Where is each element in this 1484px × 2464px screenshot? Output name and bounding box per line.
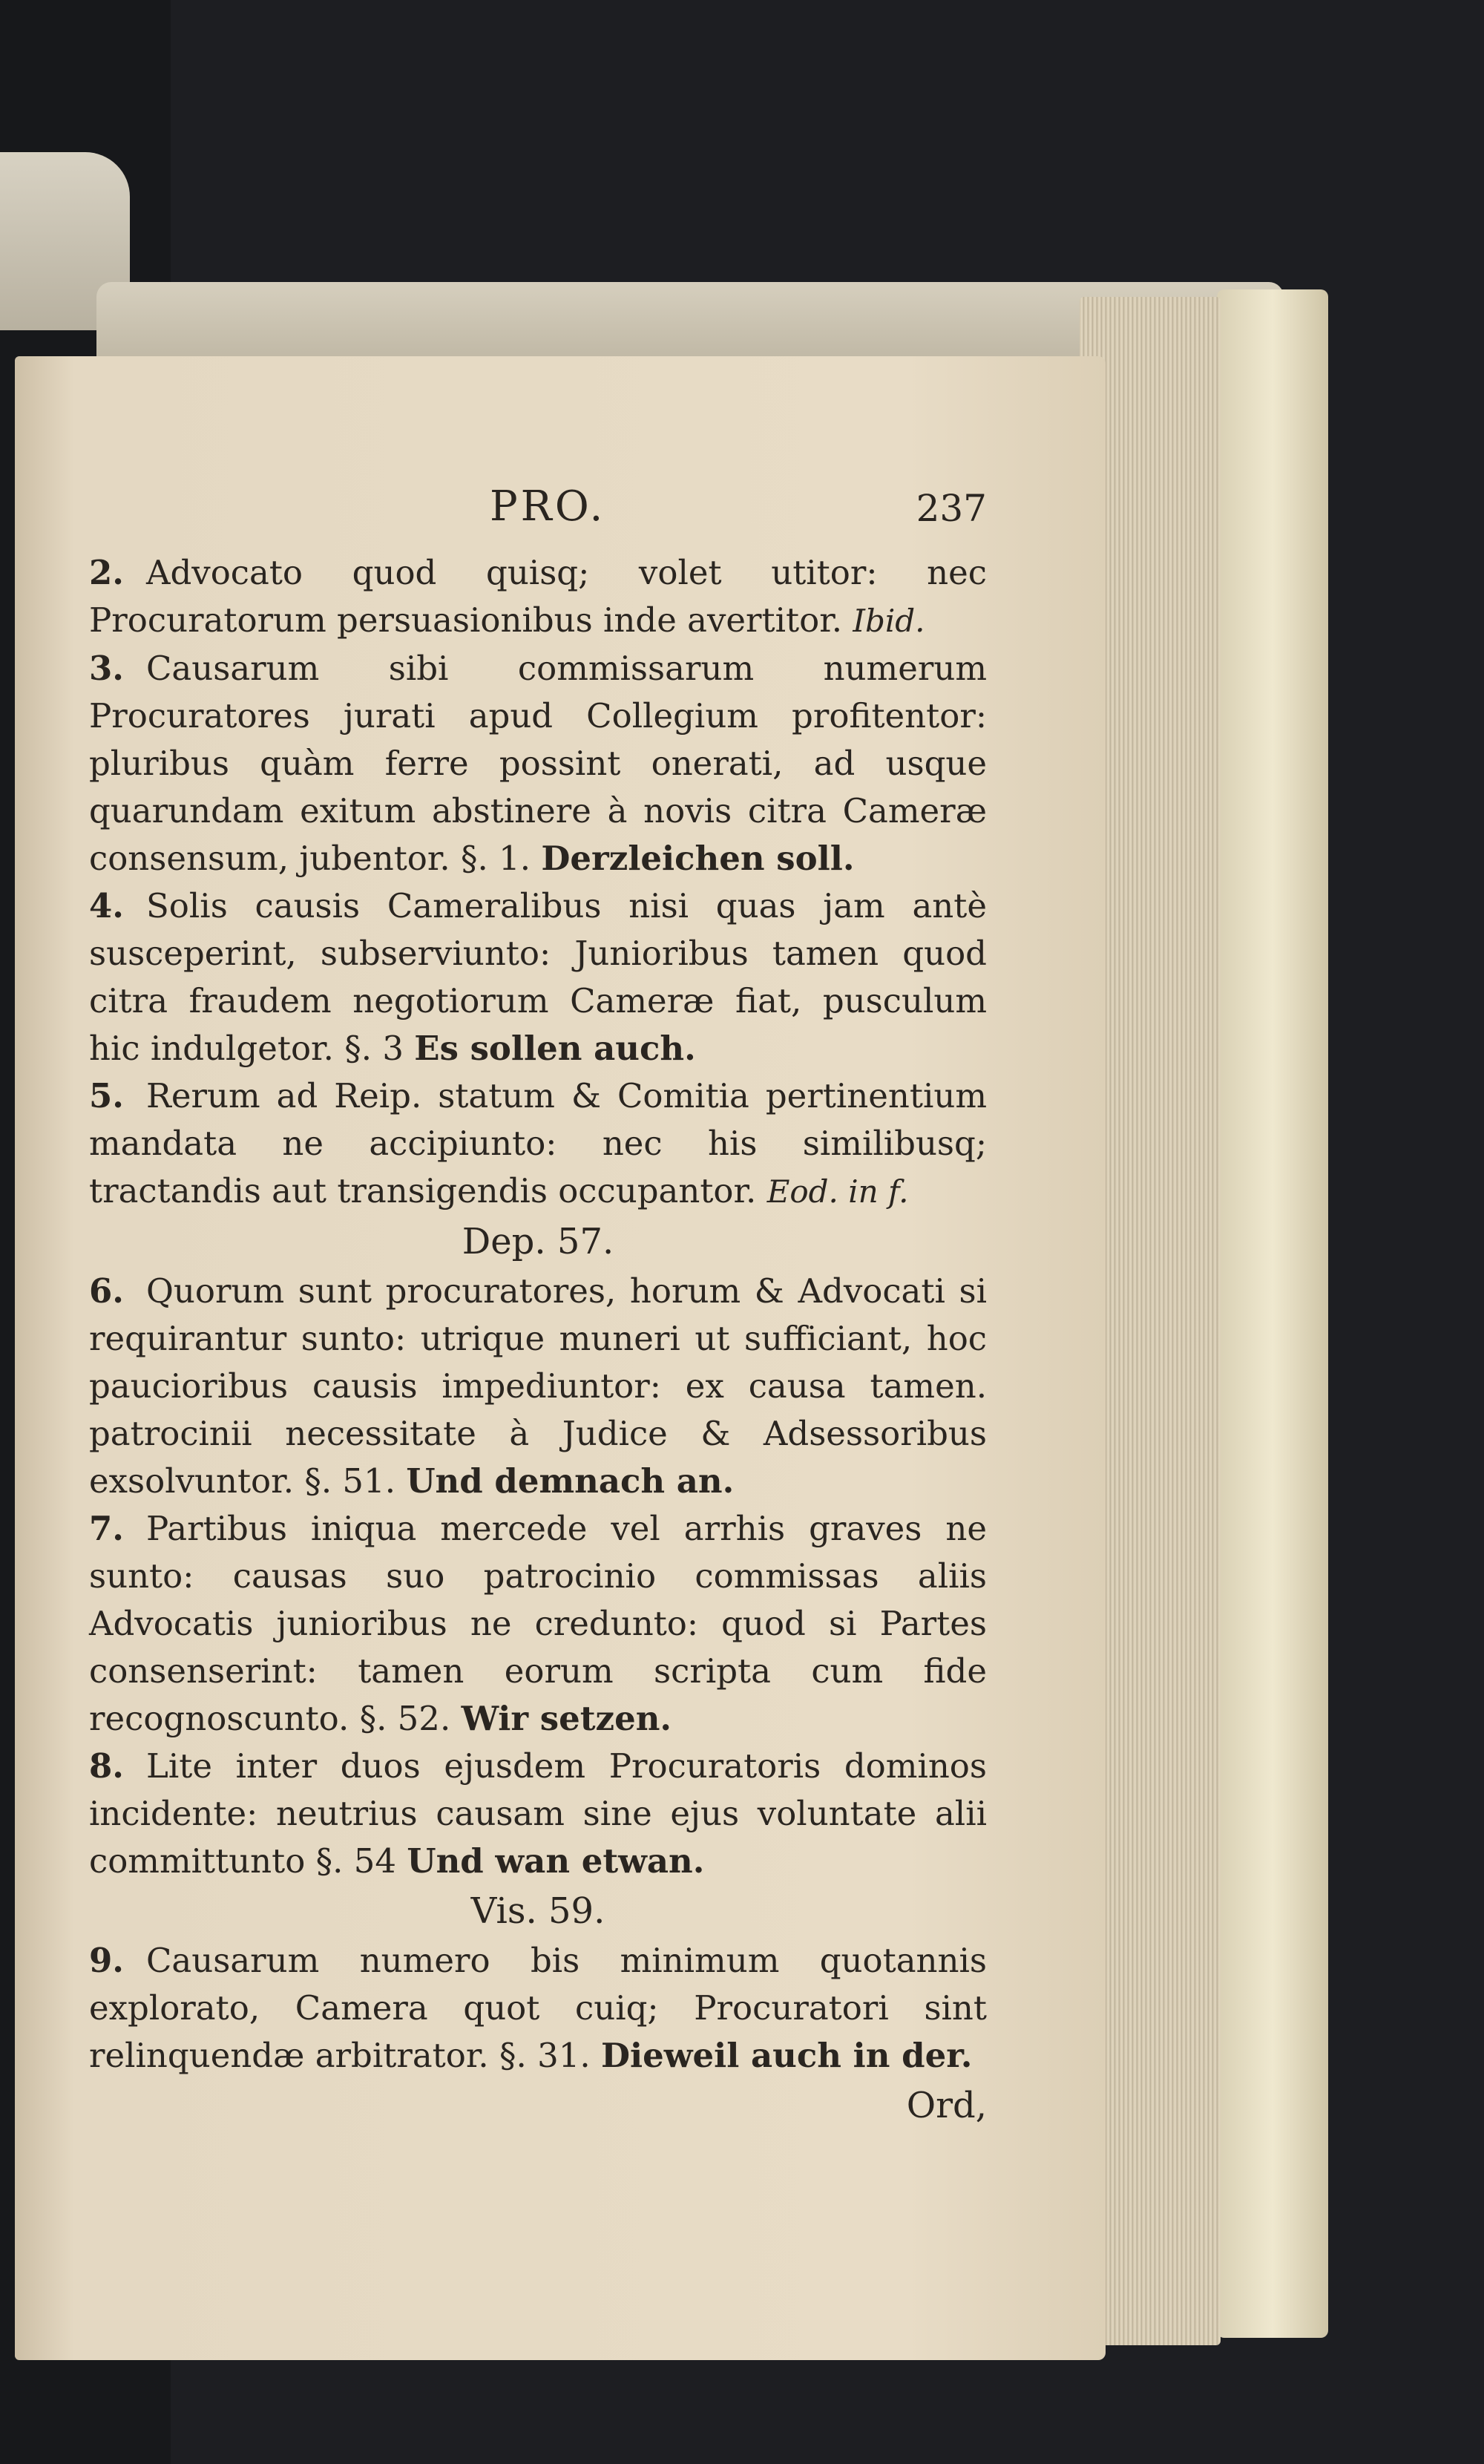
paragraph: 6. Quorum sunt procuratores, horum & Advocati si requirantur sunto: utrique muneri ut sufficiant, hoc paucioribus causis impediuntor: ex causa tamen. patrocinii necessitate à Judice & Adsessoribus exsolvuntor. §. 51. Und demnach an. [89,1271,987,1501]
book-cover-edge [1217,289,1328,2338]
running-head [89,482,987,549]
running-head-title: PRO. [490,482,606,531]
paragraph: 3. Causarum sibi commissarum numerum Procuratores jurati apud Collegium profitentor: pluribus quàm ferre possint onerati, ad usque quarundam exitum abstinere à novis citra Cameræ consensum, jubentor. §. 1. Derzleichen soll. [89,649,987,878]
book-page [15,356,1106,2360]
page-number: 237 [916,487,987,530]
paragraph: 7. Partibus iniqua mercede vel arrhis graves ne sunto: causas suo patrocinio commissas aliis Advocatis junioribus ne credunto: quod si Partes consenserint: tamen eorum scripta cum fide recognoscunto. §. 52. Wir setzen. [89,1509,987,1738]
text-block [89,482,987,2132]
section-heading: Dep. 57. [462,1221,614,1262]
paragraph: 9. Causarum numero bis minimum quotannis explorato, Camera quot cuiq; Procuratori sint relinquendæ arbitrator. §. 31. Dieweil auch in der. [89,1941,987,2075]
catchword: Ord, [906,2085,987,2126]
paragraph: 8. Lite inter duos ejusdem Procuratoris dominos incidente: neutrius causam sine ejus voluntate alii committunto §. 54 Und wan etwan. [89,1746,987,1881]
paragraph: 2. Advocato quod quisq; volet utitor: nec Procuratorum persuasionibus inde avertitor. Ibid. [89,553,987,640]
section-heading: Vis. 59. [470,1890,605,1932]
paragraph: 5. Rerum ad Reip. statum & Comitia pertinentium mandata ne accipiunto: nec his similibusq; tractandis aut transigendis occupantor. Eod. in f. [89,1076,987,1210]
paragraph: 4. Solis causis Cameralibus nisi quas jam antè susceperint, subserviunto: Junioribus tamen quod citra fraudem negotiorum Cameræ fiat, pusculum hic indulgetor. §. 3 Es sollen auch. [89,886,987,1068]
